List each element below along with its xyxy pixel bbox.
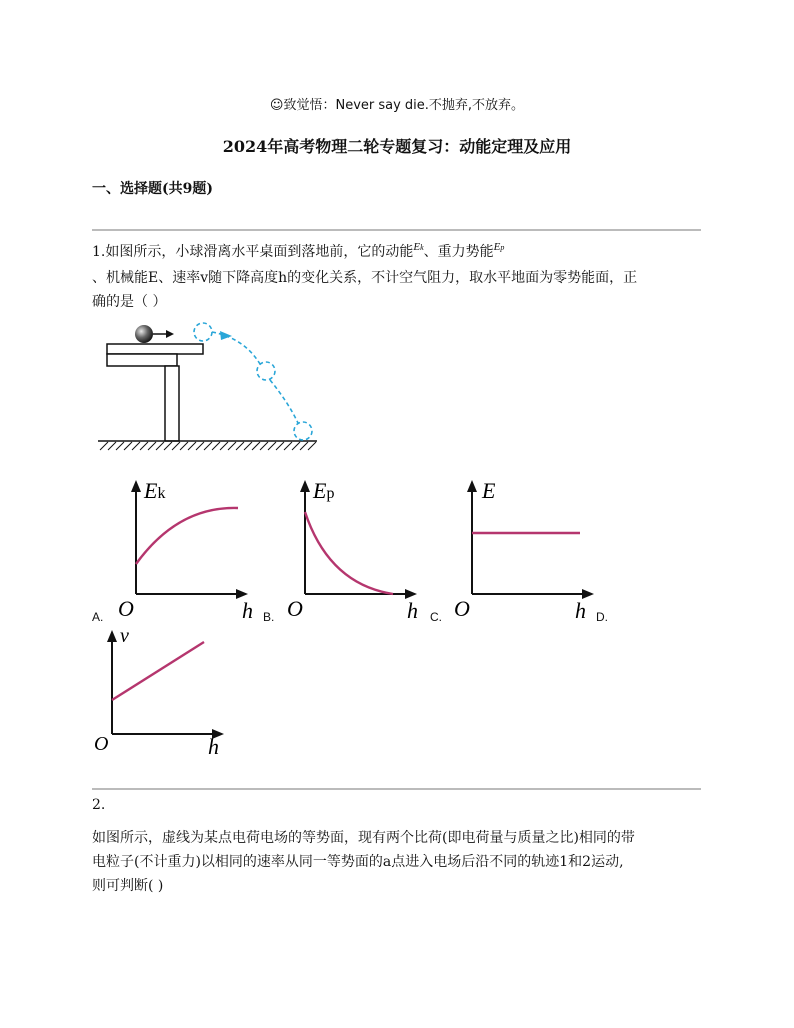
y-axis-label: Ep xyxy=(313,478,335,503)
table-leg xyxy=(165,366,179,441)
page-title: 2024年高考物理二轮专题复习：动能定理及应用 xyxy=(222,137,572,156)
symbol-ek: Ek xyxy=(413,241,424,253)
x-axis-label: h xyxy=(242,598,253,623)
question-1-line-2: 、机械能E、速率v随下降高度h的变化关系，不计空气阻力，取水平地面为零势能面，正 xyxy=(92,270,638,286)
x-axis-label: h xyxy=(575,598,586,623)
y-axis-label: Ek xyxy=(144,478,166,503)
option-b-label[interactable]: B. xyxy=(263,610,275,624)
graph-a xyxy=(108,476,253,624)
question-2-line-2: 电粒子(不计重力)以相同的速率从同一等势面的a点进入电场后沿不同的轨迹1和2运动, xyxy=(92,854,624,870)
curve-v xyxy=(112,642,204,700)
option-a-label[interactable]: A. xyxy=(92,610,104,624)
question-divider xyxy=(92,229,701,231)
table-ball-figure xyxy=(92,318,332,458)
symbol-ep: Ep xyxy=(493,241,505,253)
table-top xyxy=(107,344,203,354)
velocity-arrowhead xyxy=(166,330,174,338)
question-2-text xyxy=(92,826,704,898)
question-1-text xyxy=(92,240,704,314)
question-divider xyxy=(92,788,701,790)
ball xyxy=(135,325,153,343)
table-apron xyxy=(107,354,177,366)
question-1-separator: 、重力势能 xyxy=(423,244,494,260)
motto: ☺致觉悟：Never say die.不抛弃,不放弃。 xyxy=(269,98,525,113)
question-2-line-3: 则可判断( ) xyxy=(92,878,164,894)
y-axis-label: v xyxy=(120,625,129,647)
option-c-label[interactable]: C. xyxy=(430,610,442,624)
graph-d xyxy=(92,624,232,764)
question-2-line-1: 如图所示，虚线为某点电荷电场的等势面，现有两个比荷(即电荷量与质量之比)相同的带 xyxy=(92,830,635,846)
option-d-label[interactable]: D. xyxy=(596,610,608,624)
graph-b xyxy=(277,476,417,624)
question-1-line-3: 确的是（ ） xyxy=(92,294,167,310)
question-1-line-1: 如图所示，小球滑离水平桌面到落地前，它的动能 xyxy=(105,244,414,260)
origin-label: O xyxy=(118,596,134,621)
y-axis-label: E xyxy=(482,478,496,503)
graph-c xyxy=(444,476,594,624)
question-number: 2. xyxy=(92,797,106,813)
curve-ek xyxy=(136,508,238,564)
trajectory xyxy=(194,323,312,440)
ground-hatch xyxy=(100,442,316,450)
origin-label: O xyxy=(94,733,109,755)
origin-label: O xyxy=(454,596,470,621)
origin-label: O xyxy=(287,596,303,621)
question-number: 1. xyxy=(92,244,106,260)
x-axis-label: h xyxy=(407,598,418,623)
curve-ep xyxy=(305,512,393,594)
section-heading: 一、选择题(共9题) xyxy=(92,181,213,197)
x-axis-label: h xyxy=(208,734,219,759)
trajectory-arrowhead xyxy=(220,331,232,340)
